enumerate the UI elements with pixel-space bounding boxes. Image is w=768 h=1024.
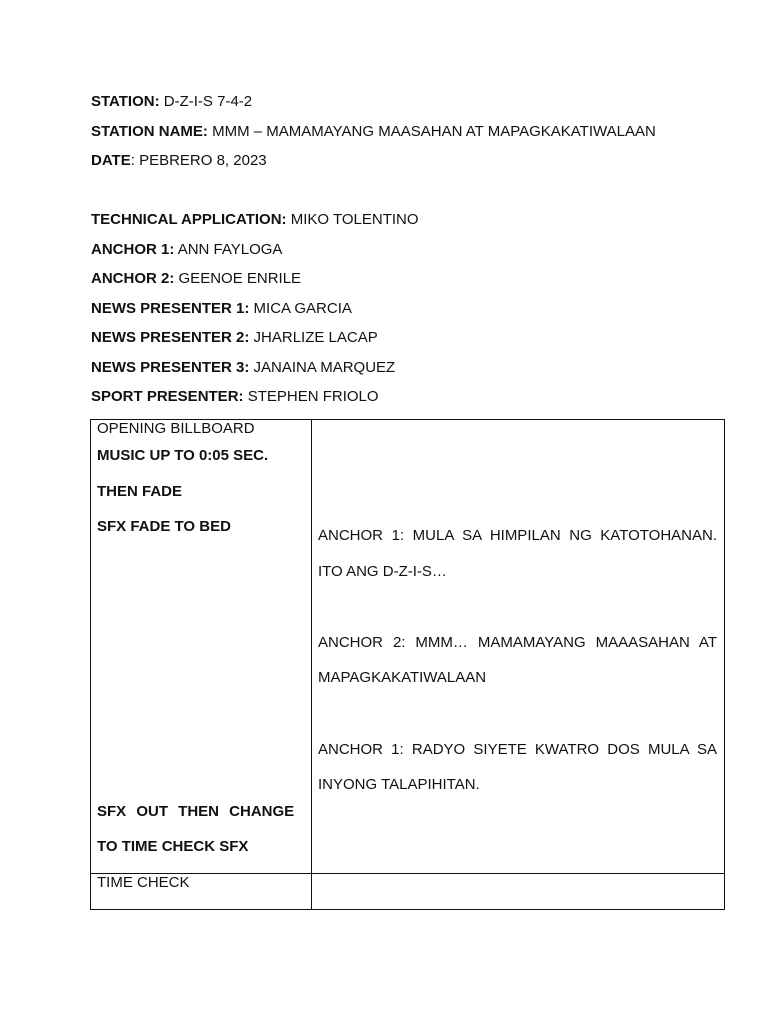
dialogue-line-3: ANCHOR 1: RADYO SIYETE KWATRO DOS MULA SA INYONG TALAPIHITAN. <box>318 740 717 794</box>
cue-sfx-out: SFX OUT THEN CHANGE <box>97 802 295 820</box>
station-name-value: MMM – MAMAMAYANG MAASAHAN AT MAPAGKAKATIWALAAN <box>212 122 656 140</box>
dialogue-cell <box>312 873 725 909</box>
cue-music: MUSIC UP TO 0:05 SEC. <box>97 447 269 464</box>
presenter1-label: NEWS PRESENTER 1: <box>91 299 250 317</box>
station-name-line <box>91 122 731 152</box>
cue-title: OPENING BILLBOARD <box>97 420 255 437</box>
station-line <box>91 92 731 122</box>
script-header <box>91 92 731 417</box>
dialogue-line-1: ANCHOR 1: MULA SA HIMPILAN NG KATOTOHANAN. ITO ANG D-Z-I-S… <box>318 527 717 580</box>
sport-presenter-label: SPORT PRESENTER: <box>91 388 244 405</box>
presenter1-line <box>91 299 731 329</box>
presenter2-line <box>91 328 731 358</box>
cue-time-sfx: TO TIME CHECK SFX <box>97 838 249 856</box>
anchor2-value: GEENOE ENRILE <box>178 270 302 287</box>
technical-label: TECHNICAL APPLICATION: <box>91 211 287 228</box>
cue-cell <box>91 873 312 909</box>
cue-cell <box>91 420 312 874</box>
date-value: : PEBRERO 8, 2023 <box>130 152 267 169</box>
presenter1-value: MICA GARCIA <box>253 299 352 317</box>
cue-sfx-bed: SFX FADE TO BED <box>97 518 231 536</box>
technical-line <box>91 210 731 240</box>
anchor1-value: ANN FAYLOGA <box>177 240 283 258</box>
presenter2-value: JHARLIZE LACAP <box>253 329 378 346</box>
cue-spacer <box>97 545 305 794</box>
anchor2-label: ANCHOR 2: <box>91 270 175 287</box>
table-row <box>91 420 725 874</box>
script-table <box>90 419 725 910</box>
station-name-label: STATION NAME: <box>91 122 208 140</box>
sport-presenter-value: STEPHEN FRIOLO <box>247 388 379 405</box>
anchor1-label: ANCHOR 1: <box>91 240 175 258</box>
presenter3-value: JANAINA MARQUEZ <box>253 358 396 376</box>
dialogue-cell <box>312 420 725 874</box>
table-row <box>91 873 725 909</box>
sport-presenter-line <box>91 387 731 417</box>
anchor1-line <box>91 240 731 270</box>
presenter2-label: NEWS PRESENTER 2: <box>91 329 250 346</box>
dialogue-spacer <box>318 420 717 518</box>
date-line <box>91 151 731 181</box>
station-label: STATION: <box>91 93 160 110</box>
anchor2-line <box>91 269 731 299</box>
cue-fade: THEN FADE <box>97 482 183 500</box>
station-value: D-Z-I-S 7-4-2 <box>163 93 253 110</box>
cue-title: TIME CHECK <box>97 873 190 891</box>
dialogue-line-2: ANCHOR 2: MMM… MAMAMAYANG MAAASAHAN AT MAPAGKAKATIWALAAN <box>318 633 717 687</box>
date-label: DATE <box>91 152 131 169</box>
presenter3-label: NEWS PRESENTER 3: <box>91 358 250 376</box>
technical-value: MIKO TOLENTINO <box>290 211 419 228</box>
presenter3-line <box>91 358 731 388</box>
